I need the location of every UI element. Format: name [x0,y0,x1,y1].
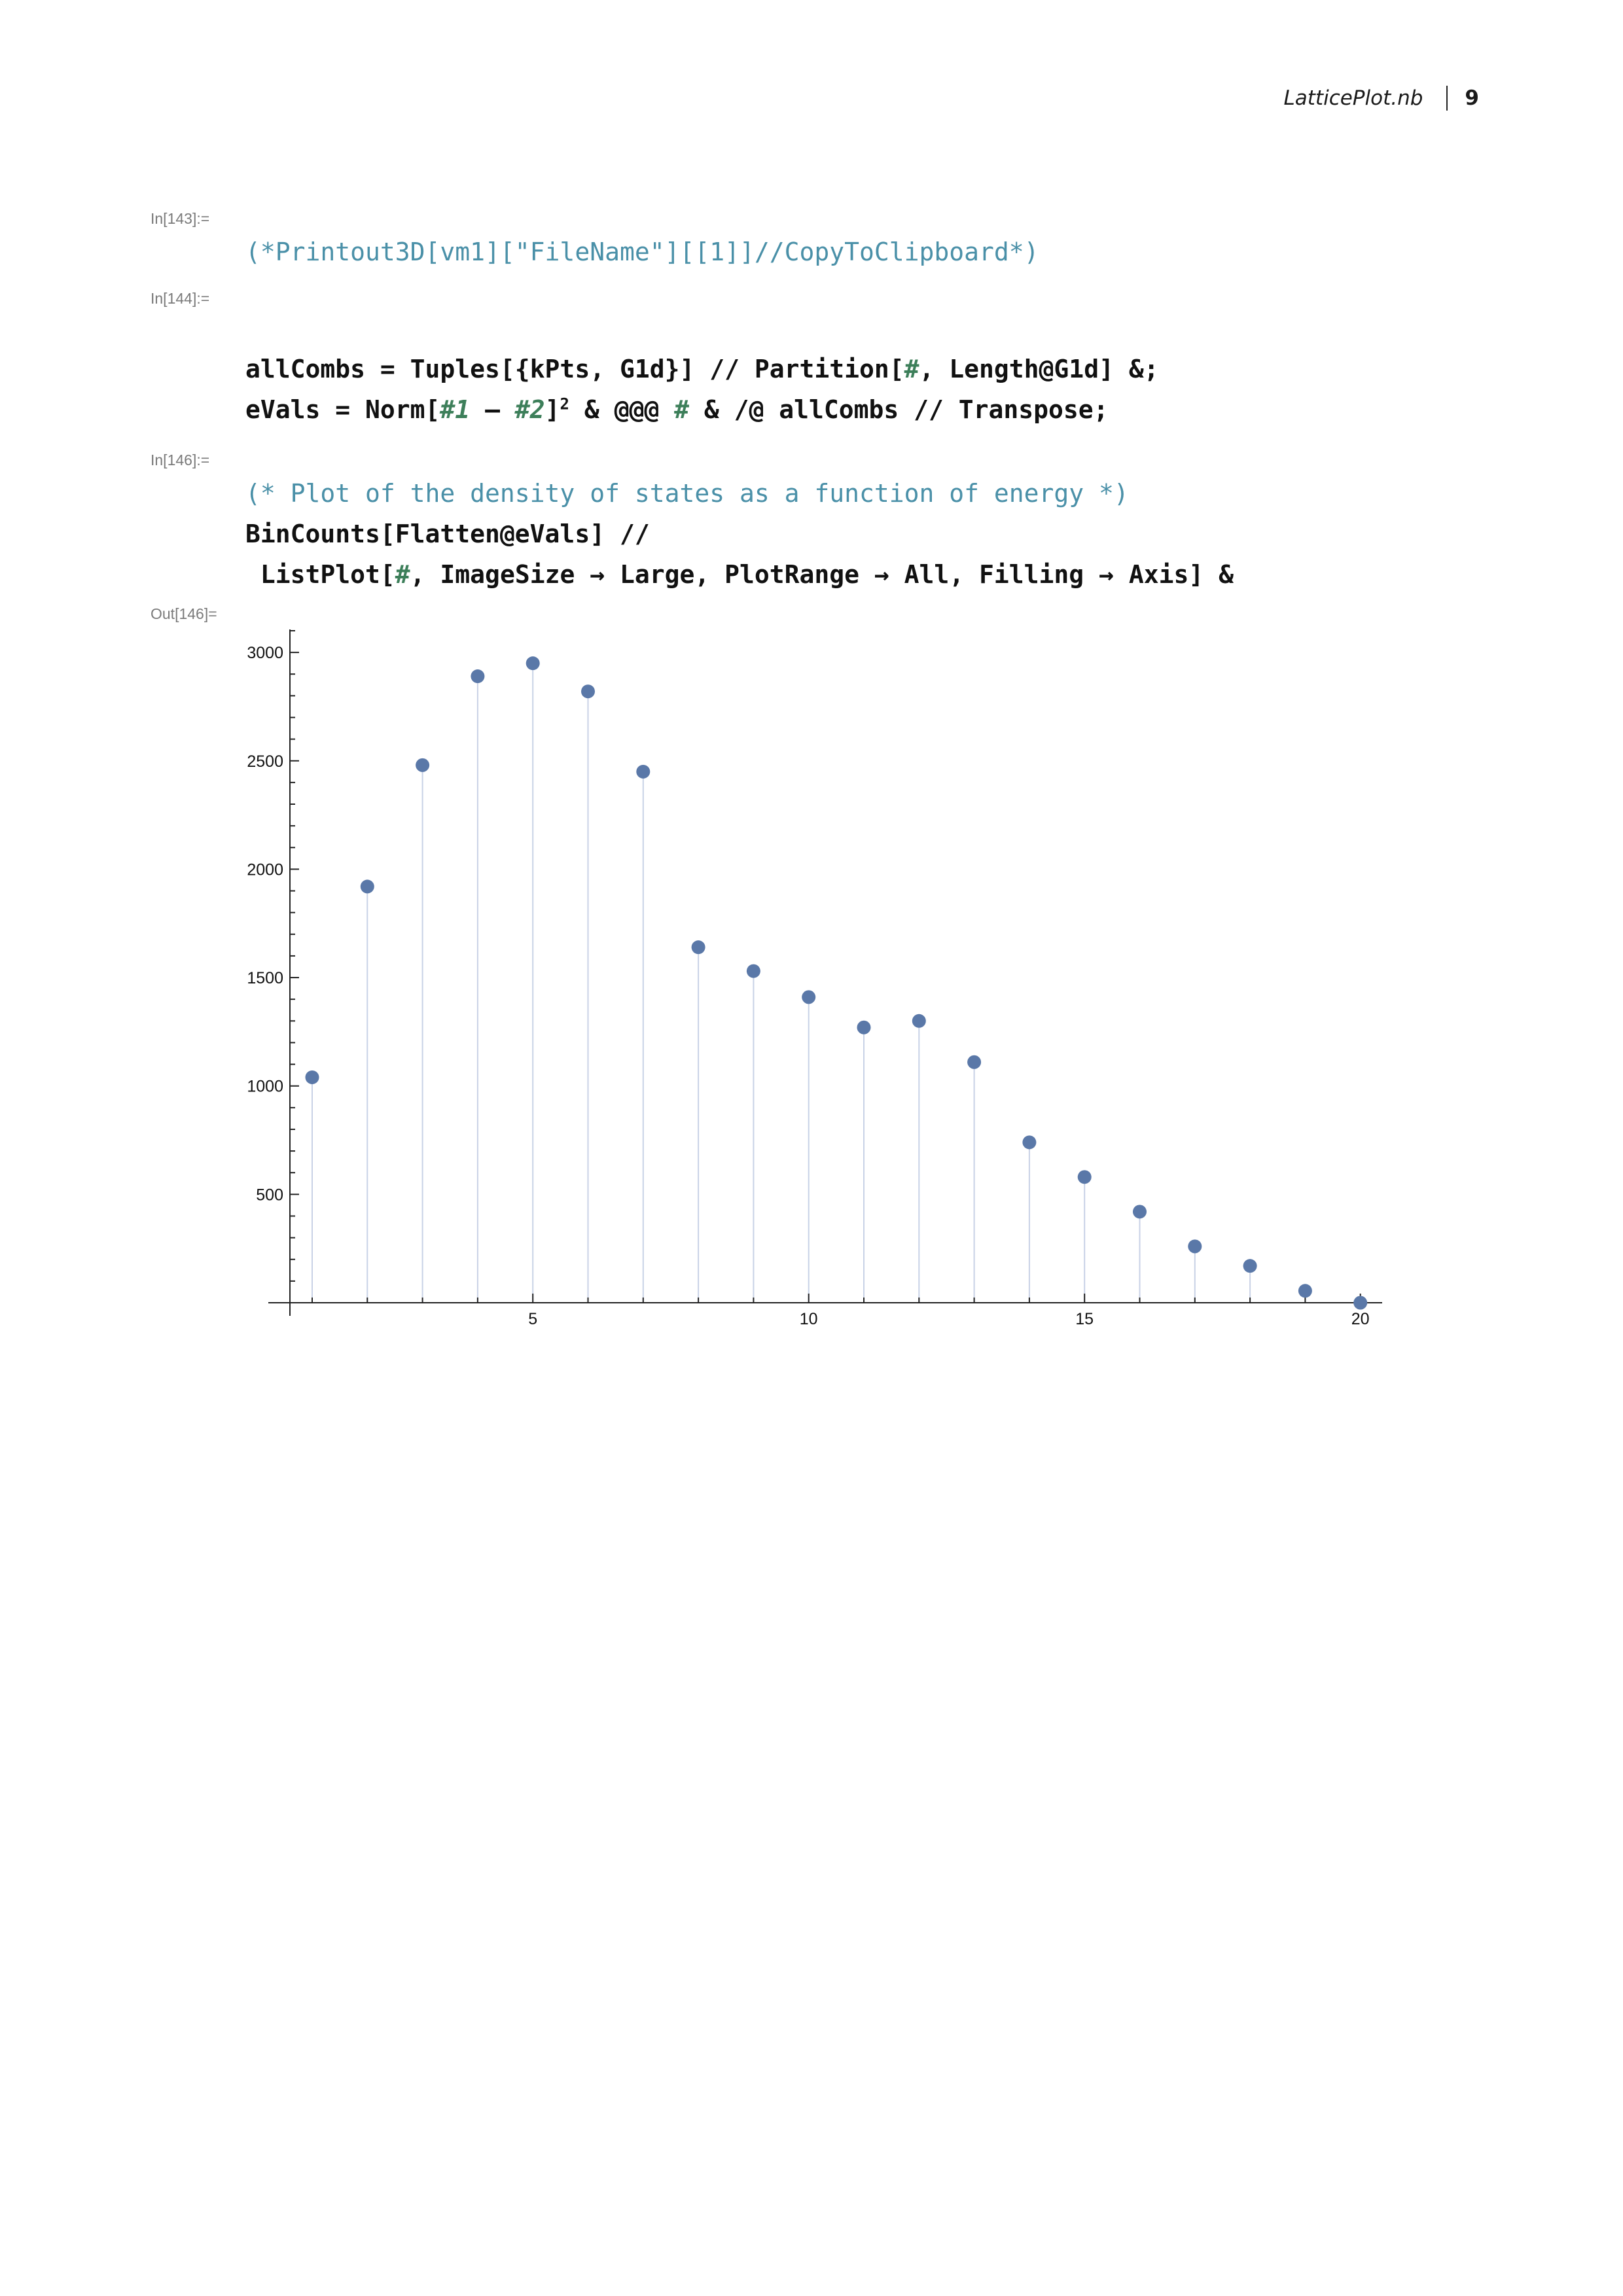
data-point [1353,1296,1367,1310]
data-point [802,990,815,1004]
data-point [1243,1259,1257,1273]
cell-label-in146: In[146]:= [151,451,210,468]
data-point [306,1070,319,1084]
data-point [416,758,429,772]
code-text: ] [544,395,560,424]
y-tick-label: 3000 [247,644,283,663]
slot-symbol: #1 [440,395,471,424]
slot-symbol: #2 [514,395,545,424]
code-text: ListPlot[ [245,560,395,589]
filling-lines [312,663,1361,1303]
data-point [967,1055,981,1069]
data-point [747,964,760,978]
code-text: , ImageSize → Large, PlotRange → All, Filling → Axis] & [410,560,1234,589]
cell-label-in144: In[144]:= [151,290,210,307]
cell-label-out146: Out[146]= [151,605,217,622]
data-points [306,656,1368,1309]
x-tick-label: 5 [528,1310,538,1328]
x-tick-label: 15 [1075,1310,1094,1328]
data-point [1188,1239,1202,1253]
axis-ticks [290,631,1361,1303]
data-point [1133,1205,1147,1218]
y-tick-label: 1000 [247,1077,283,1096]
data-point [857,1021,871,1034]
data-point [361,879,374,893]
data-point [692,940,705,954]
code-text: & /@ allCombs // Transpose; [688,395,1109,424]
code-text: allCombs = Tuples[{kPts, G1d}] // Partition[ [245,355,904,383]
code-text: – [470,395,515,424]
data-point [1078,1170,1092,1184]
y-tick-label: 2500 [247,752,283,771]
input-cell-in146-comment[interactable]: (* Plot of the density of states as a function of energy *) [245,479,1129,508]
slot-symbol: # [395,560,410,589]
page-number: 9 [1465,86,1479,110]
data-point [912,1014,926,1028]
input-cell-in146-line2[interactable]: BinCounts[Flatten@eVals] // [245,520,650,548]
data-point [636,765,650,779]
x-tick-label: 20 [1351,1310,1370,1328]
exponent: 2 [560,395,569,414]
y-tick-label: 1500 [247,969,283,988]
data-point [471,669,484,683]
data-point [581,684,595,698]
plot-axes [268,629,1382,1316]
y-tick-label: 2000 [247,860,283,879]
data-point [526,656,540,670]
notebook-filename: LatticePlot.nb [1283,86,1423,110]
code-text: & @@@ [569,395,675,424]
data-point [1298,1284,1312,1298]
data-point [1022,1135,1036,1149]
code-text: , Length@G1d] &; [919,355,1159,383]
x-tick-label: 10 [799,1310,818,1328]
slot-symbol: # [674,395,689,424]
code-text: eVals = Norm[ [245,395,440,424]
cell-label-in143: In[143]:= [151,210,210,227]
input-cell-in143[interactable]: (*Printout3D[vm1]["FileName"][[1]]//CopyToClipboard*) [245,238,1039,266]
slot-symbol: # [904,355,919,383]
y-tick-label: 500 [256,1186,283,1205]
